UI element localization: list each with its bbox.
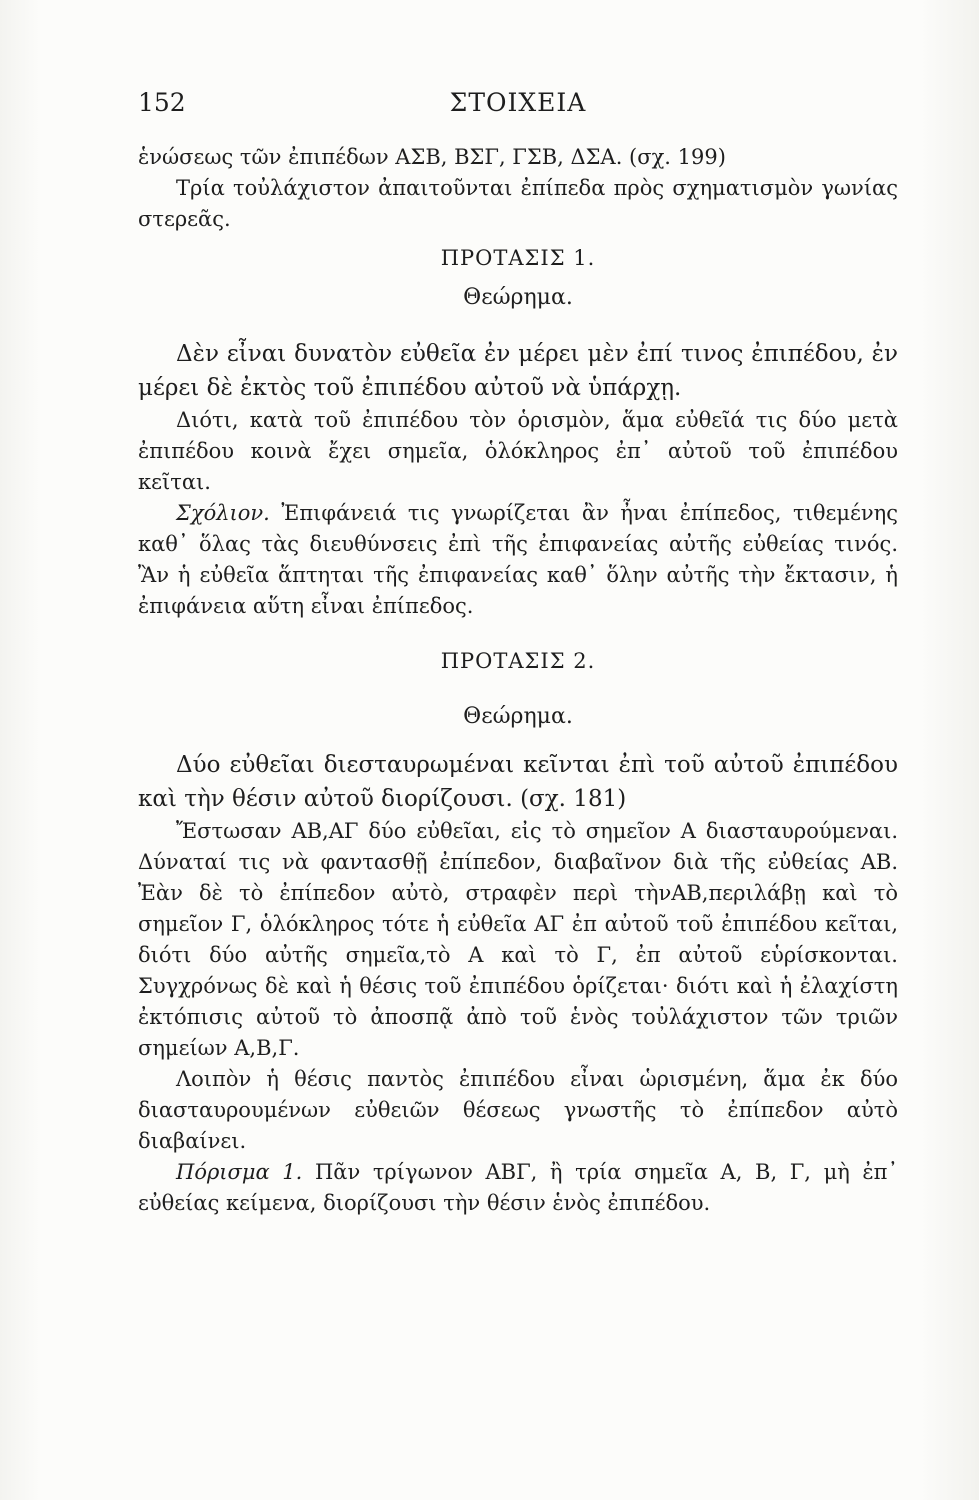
porism-paragraph xyxy=(138,1157,898,1219)
proposition-1-proof: Διότι, κατὰ τοῦ ἐπιπέδου τὸν ὁρισμὸν, ἅμα εὐθεῖά τις δύο μετὰ ἐπιπέδου κοινὰ ἔχει σημεῖα, ὁλόκληρος ἐπ᾽ αὐτοῦ τοῦ ἐπιπέδου κεῖται. xyxy=(138,408,898,494)
running-title: ΣΤΟΙΧΕΙΑ xyxy=(449,88,587,117)
intro-paragraph: Τρία τοὐλάχιστον ἀπαιτοῦνται ἐπίπεδα πρὸς σχηματισμὸν γωνίας στερεᾶς. xyxy=(138,176,898,231)
porism-text: Πᾶν τρίγωνον ΑΒΓ, ἢ τρία σημεῖα Α, Β, Γ, μὴ ἐπ᾽ εὐθείας κείμενα, διορίζουσι τὴν θέσιν ἑνὸς ἐπιπέδου. xyxy=(138,1160,898,1215)
proposition-1-subheading: Θεώρημα. xyxy=(463,285,573,310)
proposition-1-theorem: Δὲν εἶναι δυνατὸν εὐθεῖα ἐν μέρει μὲν ἐπί τινος ἐπιπέδου, ἐν μέρει δὲ ἐκτὸς τοῦ ἐπιπέδου αὐτοῦ νὰ ὑπάρχῃ. xyxy=(138,341,898,401)
page-header xyxy=(138,88,898,128)
proposition-2-subheading: Θεώρημα. xyxy=(463,704,573,729)
scholion-text: Ἐπιφάνειά τις γνωρίζεται ἂν ἦναι ἐπίπεδος, τιθεμένης καθ᾽ ὅλας τὰς διευθύνσεις ἐπὶ τῆς ἐπιφανείας αὐτῆς εὐθείας τινός. Ἂν ἡ εὐθεῖα ἅπτηται τῆς ἐπιφανείας καθ᾽ ὅλην αὐτῆς τὴν ἔκτασιν, ἡ ἐπιφάνεια αὕτη εἶναι ἐπίπεδος. xyxy=(138,501,898,618)
scholion-label: Σχόλιον. xyxy=(176,501,270,525)
proposition-2-proof: Ἔστωσαν ΑΒ,ΑΓ δύο εὐθεῖαι, εἰς τὸ σημεῖον Α διασταυρούμεναι. Δύναταί τις νὰ φαντασθῇ ἐπίπεδον, διαβαῖνον διὰ τῆς εὐθείας ΑΒ. Ἐὰν δὲ τὸ ἐπίπεδον αὐτὸ, στραφὲν περὶ τὴνΑΒ,περιλάβῃ καὶ τὸ σημεῖον Γ, ὁλόκληρος τότε ἡ εὐθεῖα ΑΓ ἐπ αὐτοῦ τοῦ ἐπιπέδου κεῖται, διότι δύο αὐτῆς σημεῖα,τὸ Α καὶ τὸ Γ, ἐπ αὐτοῦ εὑρίσκονται. Συγχρόνως δὲ καὶ ἡ θέσις τοῦ ἐπιπέδου ὁρίζεται· διότι καὶ ἡ ἐλαχίστη ἐκτόπισις αὐτοῦ τὸ ἀποσπᾷ ἀπὸ τοῦ ἑνὸς τοὐλάχιστον τῶν τριῶν σημείων Α,Β,Γ. xyxy=(138,819,898,1060)
proposition-2-theorem: Δύο εὐθεῖαι διεσταυρωμέναι κεῖνται ἐπὶ τοῦ αὐτοῦ ἐπιπέδου καὶ τὴν θέσιν αὐτοῦ διορίζουσι. (σχ. 181) xyxy=(138,752,898,812)
scholion-paragraph xyxy=(138,498,898,622)
proposition-2-conclusion: Λοιπὸν ἡ θέσις παντὸς ἐπιπέδου εἶναι ὡρισμένη, ἅμα ἐκ δύο διασταυρουμένων εὐθειῶν θέσεως γνωστῆς τὸ ἐπίπεδον αὐτὸ διαβαίνει. xyxy=(138,1067,898,1153)
page-number: 152 xyxy=(138,88,186,117)
intro-line: ἑνώσεως τῶν ἐπιπέδων ΑΣΒ, ΒΣΓ, ΓΣΒ, ΔΣΑ. (σχ. 199) xyxy=(138,145,726,169)
page-body xyxy=(138,142,898,1219)
proposition-2-heading: ΠΡΟΤΑΣΙΣ 2. xyxy=(440,649,596,673)
proposition-1-heading: ΠΡΟΤΑΣΙΣ 1. xyxy=(440,246,596,270)
porism-label: Πόρισμα 1. xyxy=(176,1160,303,1184)
